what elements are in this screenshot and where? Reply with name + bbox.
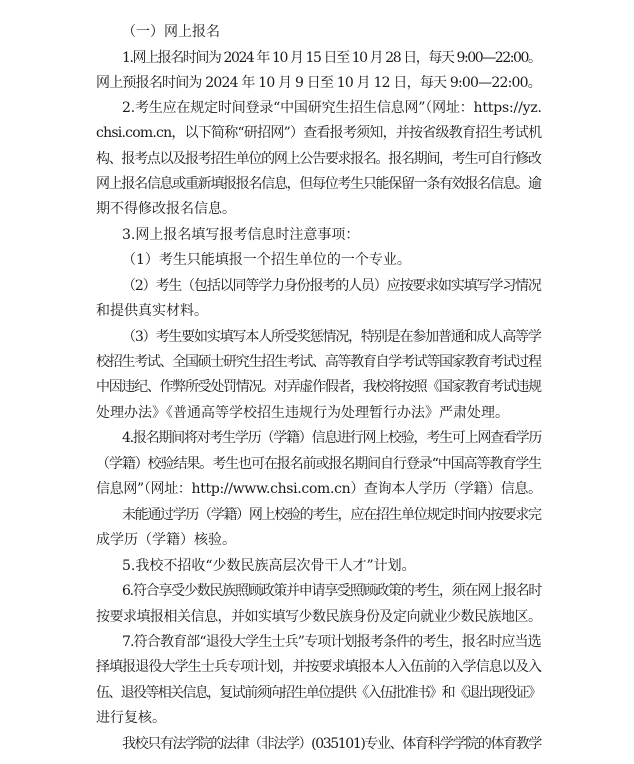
paragraph-line: （2）考生（包括以同等学力身份报考的人员）应按要求如实填写学习情况 — [122, 278, 541, 294]
paragraph-line: 伍、退役等相关信息，复试前须向招生单位提供《入伍批准书》和《退出现役证》 — [96, 685, 541, 701]
paragraph-line: 网上预报名时间为 2024 年 10 月 9 日至 10 月 12 日，每天 9:00—22:00。 — [96, 75, 541, 91]
paragraph-line: 信息网”（网址：http://www.chsi.com.cn）查询本人学历（学籍）信息。 — [96, 481, 542, 497]
paragraph-line: （学籍）校验结果。考生也可在报名前或报名期间自行登录“中国高等教育学生 — [96, 456, 542, 472]
paragraph-line: 5.我校不招收“少数民族高层次骨干人才”计划。 — [122, 558, 416, 574]
paragraph-line: 4.报名期间将对考生学历（学籍）信息进行网上校验，考生可上网查看学历 — [122, 430, 542, 446]
paragraph-line: 按要求填报相关信息，并如实填写少数民族身份及定向就业少数民族地区。 — [96, 609, 542, 625]
paragraph-line: 网上报名信息或重新填报报名信息，但每位考生只能保留一条有效报名信息。逾 — [96, 176, 541, 192]
paragraph-line: 期不得修改报名信息。 — [96, 201, 236, 217]
paragraph-line: 1.网上报名时间为 2024 年 10 月 15 日至 10 月 28 日，每天 9:00—22:00。 — [122, 50, 541, 66]
paragraph-line: （3）考生要如实填写本人所受奖惩情况，特别是在参加普通和成人高等学 — [122, 329, 541, 345]
paragraph-line: 2.考生应在规定时间登录“中国研究生招生信息网”（网址：https://yz. — [122, 100, 542, 116]
paragraph-line: 和提供真实材料。 — [96, 303, 208, 319]
paragraph-line: 处理办法》《普通高等学校招生违规行为处理暂行办法》严肃处理。 — [96, 405, 509, 421]
paragraph-line: 进行复核。 — [96, 710, 166, 726]
paragraph-line: 3.网上报名填写报考信息时注意事项： — [122, 227, 360, 243]
section-heading: （一）网上报名 — [122, 24, 220, 40]
paragraph-line: 构、报考点以及报考招生单位的网上公告要求报名。报名期间，考生可自行修改 — [96, 151, 541, 167]
paragraph-line: 未能通过学历（学籍）网上校验的考生，应在招生单位规定时间内按要求完 — [122, 507, 541, 523]
paragraph-line: 7.符合教育部“退役大学生士兵”专项计划报考条件的考生，报名时应当选 — [122, 634, 541, 650]
paragraph-line: 我校只有法学院的法律（非法学）(035101)专业、体育科学学院的体育教学 — [122, 736, 541, 752]
paragraph-line: 择填报退役大学生士兵专项计划，并按要求填报本人入伍前的入学信息以及入 — [96, 659, 542, 675]
paragraph-line: chsi.com.cn，以下简称“研招网”）查看报考须知，并按省级教育招生考试机 — [96, 125, 542, 141]
paragraph-line: 校招生考试、全国硕士研究生招生考试、高等教育自学考试等国家教育考试过程 — [96, 354, 541, 370]
paragraph-line: 6.符合享受少数民族照顾政策并申请享受照顾政策的考生，须在网上报名时 — [122, 583, 542, 599]
paragraph-line: （1）考生只能填报一个招生单位的一个专业。 — [122, 252, 411, 268]
paragraph-line: 中因违纪、作弊所受处罚情况。对弄虚作假者，我校将按照《国家教育考试违规 — [96, 379, 541, 395]
paragraph-line: 成学历（学籍）核验。 — [96, 532, 236, 548]
